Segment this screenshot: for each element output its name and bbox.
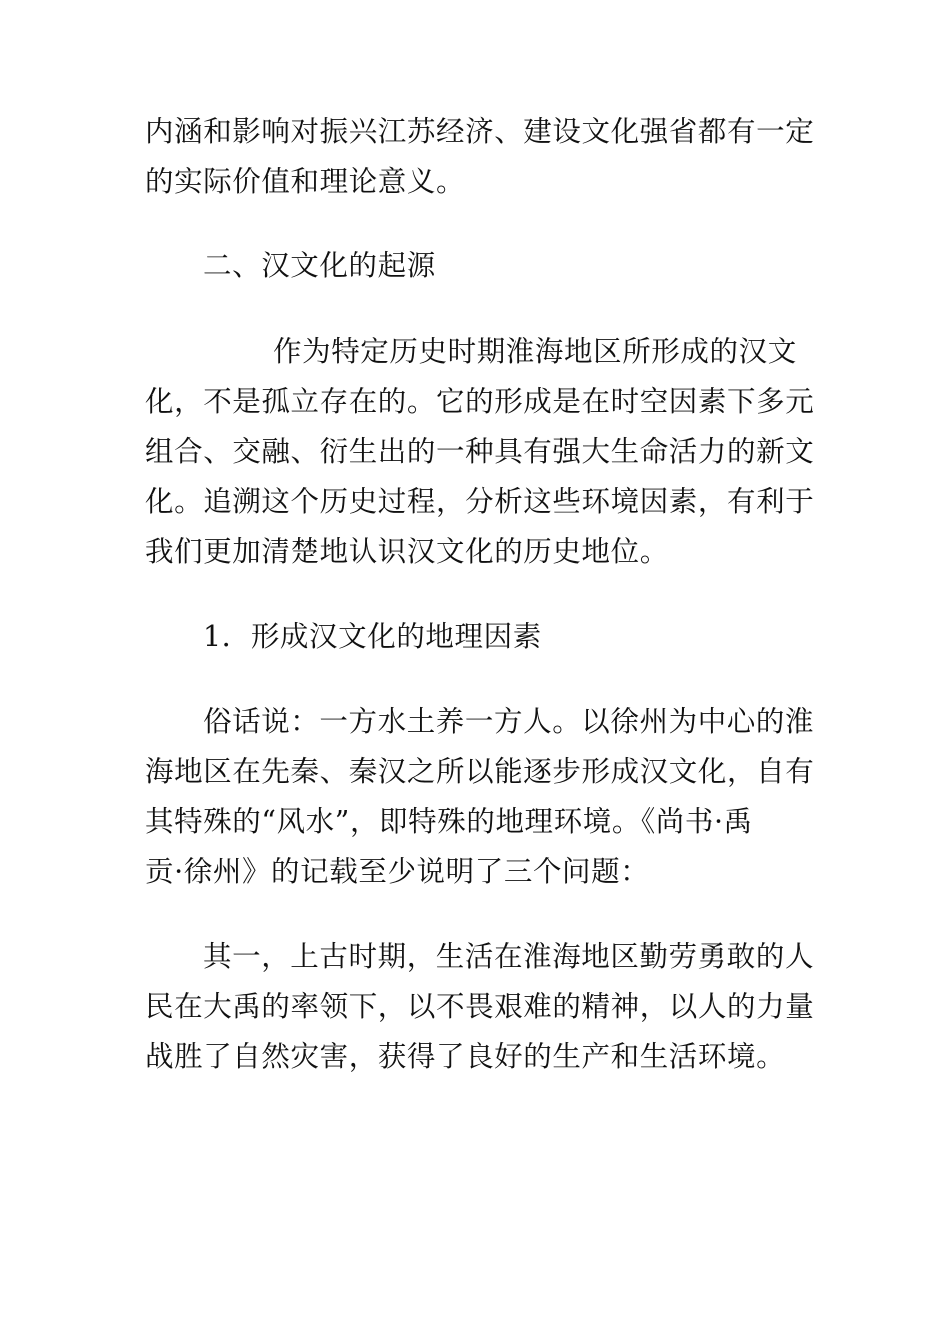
text-line: 作为特定历史时期淮海地区所形成的汉文 [273, 335, 797, 368]
text-line: 俗话说：一方水土养一方人。以徐州为中心的淮 [203, 705, 815, 738]
text-line: 战胜了自然灾害，获得了良好的生产和生活环境。 [145, 1040, 786, 1073]
text-line: 我们更加清楚地认识汉文化的历史地位。 [145, 535, 669, 568]
paragraph-first-point [145, 932, 815, 1082]
text-line: 其一，上古时期，生活在淮海地区勤劳勇敢的人 [203, 940, 815, 973]
text-line: 内涵和影响对振兴江苏经济、建设文化强省都有一定 [145, 115, 815, 148]
subheading-geography [145, 612, 815, 662]
text-line: 贡·徐州》的记载至少说明了三个问题： [145, 855, 650, 888]
paragraph-geography [145, 697, 815, 897]
text-line: 化，不是孤立存在的。它的形成是在时空因素下多元 [145, 385, 815, 418]
text-line: 的实际价值和理论意义。 [145, 165, 466, 198]
text-line: 化。追溯这个历史过程，分析这些环境因素，有利于 [145, 485, 815, 518]
subheading-text: 1．形成汉文化的地理因素 [203, 620, 542, 653]
section-heading [145, 241, 815, 291]
text-line: 其特殊的“风水”，即特殊的地理环境。《尚书·禹 [145, 805, 753, 838]
text-line: 海地区在先秦、秦汉之所以能逐步形成汉文化，自有 [145, 755, 815, 788]
text-line: 组合、交融、衍生出的一种具有强大生命活力的新文 [145, 435, 815, 468]
paragraph-origin [145, 327, 815, 577]
heading-text: 二、汉文化的起源 [203, 249, 436, 282]
text-line: 民在大禹的率领下，以不畏艰难的精神，以人的力量 [145, 990, 815, 1023]
paragraph-continued [145, 107, 815, 207]
